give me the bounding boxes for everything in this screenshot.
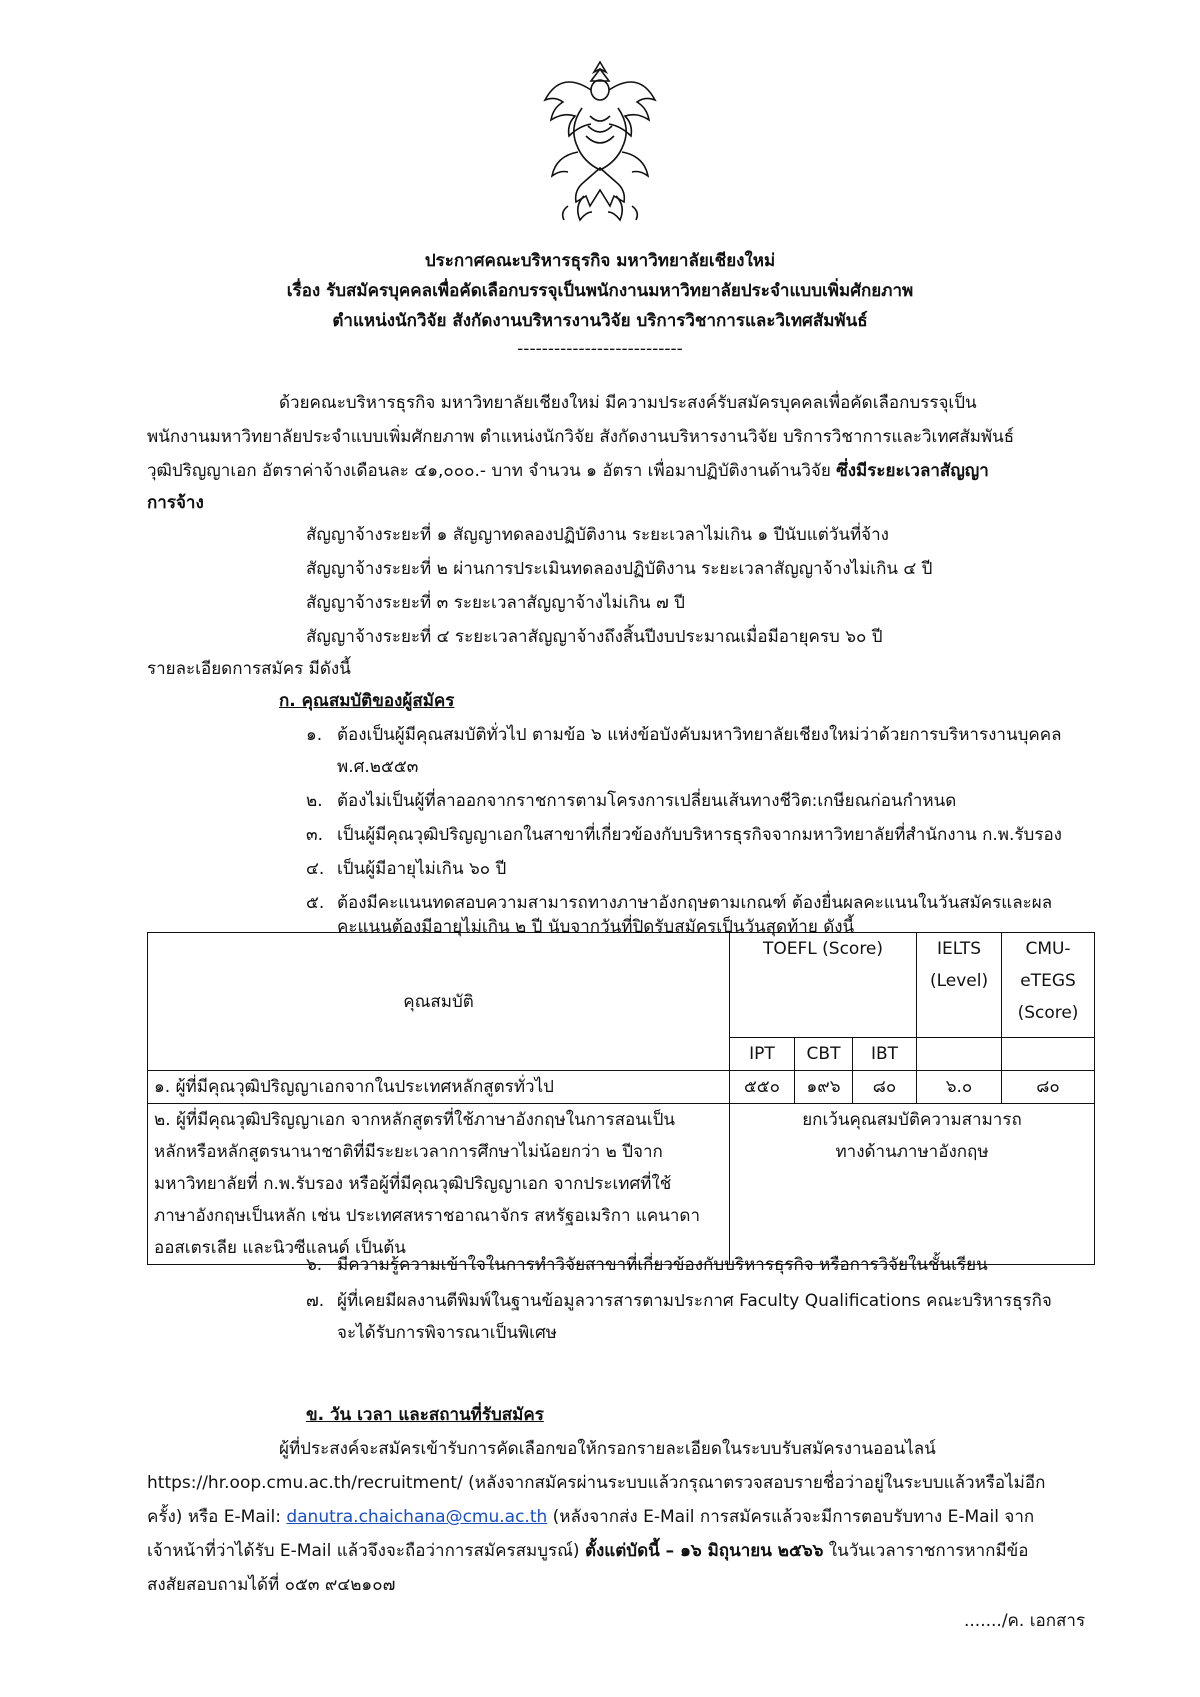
qual-item-5-num: ๕. <box>306 893 325 913</box>
contract-period-1: สัญญาจ้างระยะที่ ๑ สัญญาทดลองปฏิบัติงาน ระยะเวลาไม่เกิน ๑ ปีนับแต่วันที่จ้าง <box>306 525 889 545</box>
header-divider: --------------------------- <box>517 339 683 359</box>
intro-line-3: วุฒิปริญญาเอก อัตราค่าจ้างเดือนละ ๔๑,๐๐๐.- บาท จำนวน ๑ อัตรา เพื่อมาปฏิบัติงานด้านวิจัย ซึ่งมีระยะเวลาสัญญา <box>147 461 989 481</box>
contract-period-3: สัญญาจ้างระยะที่ ๓ ระยะเวลาสัญญาจ้างไม่เกิน ๗ ปี <box>306 593 685 613</box>
qual-item-5-line-1: ต้องมีคะแนนทดสอบความสามารถทางภาษาอังกฤษตามเกณฑ์ ต้องยื่นผลคะแนนในวันสมัครและผล <box>337 893 1053 913</box>
table-row <box>148 1104 1095 1265</box>
application-line-3: ครั้ง) หรือ E-Mail: danutra.chaichana@cmu.ac.th (หลังจากส่ง E-Mail การสมัครแล้วจะมีการตอบรับทาง E-Mail จาก <box>147 1507 1035 1527</box>
announcement-position: ตำแหน่งนักวิจัย สังกัดงานบริหารงานวิจัย บริการวิชาการและวิเทศสัมพันธ์ <box>332 311 868 331</box>
table-row-2-label: ๒. ผู้ที่มีคุณวุฒิปริญญาเอก จากหลักสูตรที่ใช้ภาษาอังกฤษในการสอนเป็น หลักหรือหลักสูตรนานาชาติที่มีระยะเวลาการศึกษาไม่น้อยกว่า ๒ ปีจาก มหาวิทยาลัยที่ ก.พ.รับรอง หรือผู้ที่มีคุณวุฒิปริญญาเอก จากประเทศที่ใช้ ภาษาอังกฤษเป็นหลัก เช่น ประเทศสหราชอาณาจักร สหรัฐอเมริกา แคนาดา ออสเตรเลีย และนิวซีแลนด์ เป็นต้น <box>148 1104 730 1265</box>
qual-item-7-num: ๗. <box>306 1291 325 1311</box>
qual-item-1-line-1: ต้องเป็นผู้มีคุณสมบัติทั่วไป ตามข้อ ๖ แห่งข้อบังคับมหาวิทยาลัยเชียงใหม่ว่าด้วยการบริหารงานบุคคล <box>337 725 1062 745</box>
intro-line-4: การจ้าง <box>147 493 204 513</box>
qual-item-1-line-2: พ.ศ.๒๕๕๓ <box>337 757 419 777</box>
qual-item-5-line-2: คะแนนต้องมีอายุไม่เกิน ๒ ปี นับจากวันที่ปิดรับสมัครเป็นวันสุดท้าย ดังนี้ <box>337 917 855 937</box>
qual-item-7-line-1: ผู้ที่เคยมีผลงานตีพิมพ์ในฐานข้อมูลวารสารตามประกาศ Faculty Qualifications คณะบริหารธุรกิจ <box>337 1291 1052 1311</box>
table-header-toefl: TOEFL (Score) <box>730 933 917 1038</box>
qual-item-3-num: ๓. <box>306 825 324 845</box>
section-b-heading: ข. วัน เวลา และสถานที่รับสมัคร <box>306 1405 544 1425</box>
qual-item-1-num: ๑. <box>306 725 323 745</box>
table-subheader-ibt: IBT <box>853 1038 917 1071</box>
english-score-table <box>147 932 1095 1265</box>
announcement-title: ประกาศคณะบริหารธุรกิจ มหาวิทยาลัยเชียงใหม่ <box>424 251 776 271</box>
table-row-2-exemption: ยกเว้นคุณสมบัติความสามารถ ทางด้านภาษาอังกฤษ <box>730 1104 1095 1265</box>
qual-item-6-line-1: มีความรู้ความเข้าใจในการทำวิจัยสาขาที่เกี่ยวข้องกับบริหารธุรกิจ หรือการวิจัยในชั้นเรียน <box>337 1255 988 1275</box>
qual-item-6-num: ๖. <box>306 1255 323 1275</box>
application-line-1: ผู้ที่ประสงค์จะสมัครเข้ารับการคัดเลือกขอให้กรอกรายละเอียดในระบบรับสมัครงานออนไลน์ <box>279 1439 936 1459</box>
intro-line-1: ด้วยคณะบริหารธุรกิจ มหาวิทยาลัยเชียงใหม่ มีความประสงค์รับสมัครบุคคลเพื่อคัดเลือกบรรจุเป็น <box>279 393 977 413</box>
qual-item-4-line-1: เป็นผู้มีอายุไม่เกิน ๖๐ ปี <box>337 859 507 879</box>
table-row-1-ibt: ๘๐ <box>853 1071 917 1104</box>
table-row-1-ielts: ๖.๐ <box>917 1071 1002 1104</box>
table-row-1-cmu: ๘๐ <box>1002 1071 1095 1104</box>
qual-item-4-num: ๔. <box>306 859 325 879</box>
email-link[interactable]: danutra.chaichana@cmu.ac.th <box>286 1507 548 1527</box>
contract-period-4: สัญญาจ้างระยะที่ ๔ ระยะเวลาสัญญาจ้างถึงสิ้นปีงบประมาณเมื่อมีอายุครบ ๖๐ ปี <box>306 627 883 647</box>
table-row-1-ipt: ๕๕๐ <box>730 1071 795 1104</box>
table-subheader-ipt: IPT <box>730 1038 795 1071</box>
qual-item-3-line-1: เป็นผู้มีคุณวุฒิปริญญาเอกในสาขาที่เกี่ยวข้องกับบริหารธุรกิจจากมหาวิทยาลัยที่สำนักงาน ก.พ.รับรอง <box>337 825 1062 845</box>
table-row-1-cbt: ๑๙๖ <box>795 1071 853 1104</box>
details-intro: รายละเอียดการสมัคร มีดังนี้ <box>147 659 351 679</box>
table-subheader-cmu-empty <box>1002 1038 1095 1071</box>
table-subheader-ielts-empty <box>917 1038 1002 1071</box>
application-line-2: https://hr.oop.cmu.ac.th/recruitment/ (หลังจากสมัครผ่านระบบแล้วกรุณาตรวจสอบรายชื่อว่าอยู่ในระบบแล้วหรือไม่อีก <box>147 1473 1046 1493</box>
continued-marker: ......./ค. เอกสาร <box>964 1611 1086 1631</box>
table-header-qualification: คุณสมบัติ <box>148 933 730 1071</box>
table-header-cmu-etegs: CMU- eTEGS (Score) <box>1002 933 1095 1038</box>
qual-item-7-line-2: จะได้รับการพิจารณาเป็นพิเศษ <box>337 1323 557 1343</box>
table-row-1-label: ๑. ผู้ที่มีคุณวุฒิปริญญาเอกจากในประเทศหลักสูตรทั่วไป <box>148 1071 730 1104</box>
section-a-heading: ก. คุณสมบัติของผู้สมัคร <box>279 691 455 711</box>
table-header-row <box>148 933 1095 1038</box>
table-row <box>148 1071 1095 1104</box>
application-line-5: สงสัยสอบถามได้ที่ ๐๕๓ ๙๔๒๑๐๗ <box>147 1575 396 1595</box>
contract-period-2: สัญญาจ้างระยะที่ ๒ ผ่านการประเมินทดลองปฏิบัติงาน ระยะเวลาสัญญาจ้างไม่เกิน ๔ ปี <box>306 559 933 579</box>
garuda-emblem-icon <box>538 56 662 226</box>
intro-line-2: พนักงานมหาวิทยาลัยประจำแบบเพิ่มศักยภาพ ตำแหน่งนักวิจัย สังกัดงานบริหารงานวิจัย บริการวิชาการและวิเทศสัมพันธ์ <box>147 427 1015 447</box>
application-line-4: เจ้าหน้าที่ว่าได้รับ E-Mail แล้วจึงจะถือว่าการสมัครสมบูรณ์) ตั้งแต่บัดนี้ – ๑๖ มิถุนายน ๒๕๖๖ ในวันเวลาราชการหากมีข้อ <box>147 1541 1029 1561</box>
qual-item-2-line-1: ต้องไม่เป็นผู้ที่ลาออกจากราชการตามโครงการเปลี่ยนเส้นทางชีวิต:เกษียณก่อนกำหนด <box>337 791 957 811</box>
announcement-subject: เรื่อง รับสมัครบุคคลเพื่อคัดเลือกบรรจุเป็นพนักงานมหาวิทยาลัยประจำแบบเพิ่มศักยภาพ <box>286 281 914 301</box>
table-subheader-cbt: CBT <box>795 1038 853 1071</box>
qual-item-2-num: ๒. <box>306 791 323 811</box>
table-header-ielts: IELTS (Level) <box>917 933 1002 1038</box>
